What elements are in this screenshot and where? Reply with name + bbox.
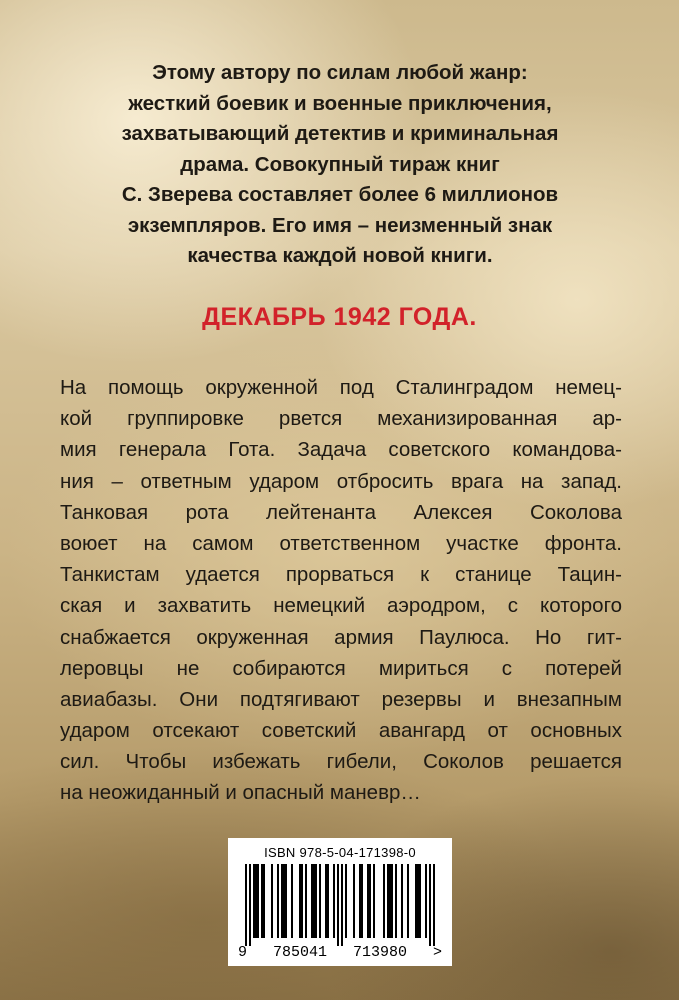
barcode-bar [417, 864, 419, 938]
synopsis-line: авиабазы. Они подтягивают резервы и внезапным [60, 687, 622, 711]
barcode-bar [433, 864, 435, 946]
barcode-bar [407, 864, 409, 938]
barcode-bar [415, 864, 417, 938]
barcode-bar [425, 864, 427, 938]
barcode-bar [277, 864, 279, 938]
barcode-bar [325, 864, 327, 938]
synopsis-line: на неожиданный и опасный маневр… [60, 781, 421, 805]
barcode-bar [319, 864, 321, 938]
ean-arrow: > [432, 944, 442, 961]
synopsis-line: ударом отсекают советский авангард от основных [60, 719, 622, 743]
barcode-panel [228, 838, 452, 966]
author-blurb [60, 58, 620, 272]
barcode-bar [327, 864, 329, 938]
ean-digits [236, 944, 444, 961]
barcode-bar [281, 864, 283, 938]
barcode-bar [305, 864, 307, 938]
barcode-bar [401, 864, 403, 938]
barcode-bar [333, 864, 335, 938]
barcode-bar [249, 864, 251, 946]
blurb-line: качества каждой новой книги. [187, 244, 493, 267]
barcode-bar [253, 864, 255, 938]
barcode-bar [271, 864, 273, 938]
synopsis-line: кой группировке рвется механизированная ар- [60, 407, 622, 431]
barcode-bar [429, 864, 431, 946]
ean-first-digit: 9 [238, 944, 248, 961]
barcode-bar [361, 864, 363, 938]
synopsis-line: сил. Чтобы избежать гибели, Соколов решается [60, 750, 622, 774]
barcode-bar [257, 864, 259, 938]
barcode-bar [389, 864, 391, 938]
blurb-line: жесткий боевик и военные приключения, [128, 91, 552, 115]
barcode-bar [337, 864, 339, 946]
barcode-bar [387, 864, 389, 938]
synopsis-line: мия генерала Гота. Задача советского командова- [60, 438, 622, 462]
barcode-bar [369, 864, 371, 938]
blurb-line: экземпляров. Его имя – неизменный знак [127, 213, 553, 237]
barcode-bar [419, 864, 421, 938]
synopsis-line: Танковая рота лейтенанта Алексея Соколова [60, 500, 622, 524]
barcode-bar [315, 864, 317, 938]
isbn-label: ISBN 978-5-04-171398-0 [264, 845, 416, 860]
ean-left-group: 785041 [272, 944, 327, 961]
barcode-bar [395, 864, 397, 938]
synopsis-line: ская и захватить немецкий аэродром, с которого [60, 594, 622, 618]
synopsis-line: снабжается окруженная армия Паулюса. Но гит- [60, 625, 622, 649]
blurb-line: драма. Совокупный тираж книг [180, 152, 500, 176]
barcode-bar [373, 864, 375, 938]
barcode-bar [299, 864, 301, 938]
barcode-bar [245, 864, 247, 946]
barcode-bar [301, 864, 303, 938]
barcode-bar [261, 864, 263, 938]
blurb-line: С. Зверева составляет более 6 миллионов [121, 183, 559, 206]
barcode-icon [236, 864, 444, 946]
barcode-bar [391, 864, 393, 938]
barcode-bar [255, 864, 257, 938]
synopsis-line: леровцы не собираются мириться с потерей [60, 656, 622, 680]
synopsis-text [60, 372, 622, 809]
barcode-bar [313, 864, 315, 938]
barcode-bar [311, 864, 313, 938]
barcode-bar [353, 864, 355, 938]
barcode-bar [341, 864, 343, 946]
synopsis-line: ния – ответным ударом отбросить врага на запад. [60, 469, 622, 493]
barcode-bar [291, 864, 293, 938]
synopsis-line: Танкистам удается прорваться к станице Тацин- [60, 563, 622, 587]
synopsis-line: воюет на самом ответственном участке фронта. [60, 531, 622, 555]
barcode-bar [263, 864, 265, 938]
barcode-bar [383, 864, 385, 938]
blurb-line: Этому автору по силам любой жанр: [152, 61, 528, 84]
barcode-bar [283, 864, 285, 938]
section-heading: ДЕКАБРЬ 1942 ГОДА. [202, 303, 477, 331]
ean-right-group: 713980 [352, 944, 407, 961]
blurb-line: захватывающий детектив и криминальная [121, 122, 559, 145]
barcode-bar [345, 864, 347, 938]
synopsis-line: На помощь окруженной под Сталинградом немец- [60, 376, 622, 399]
barcode-bar [367, 864, 369, 938]
barcode-bar [285, 864, 287, 938]
barcode-bar [359, 864, 361, 938]
